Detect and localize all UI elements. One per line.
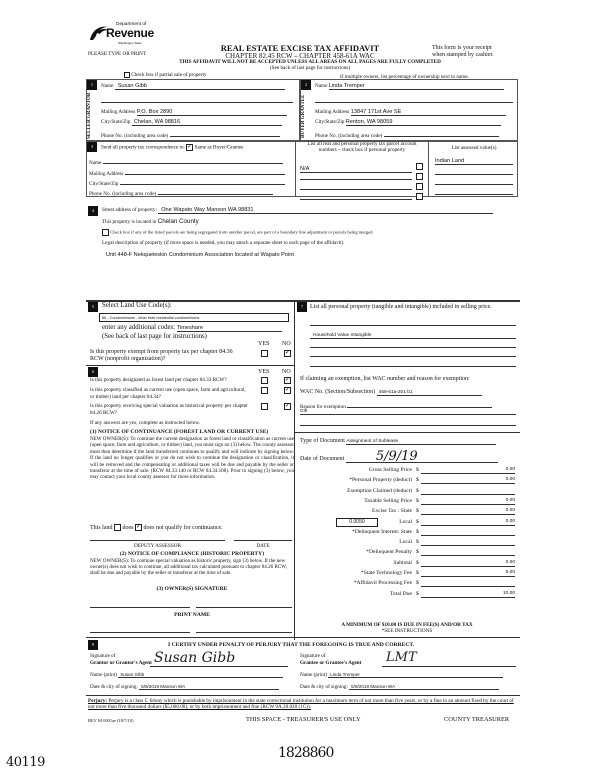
assessed-column	[431, 142, 517, 164]
street-field[interactable]: One Wapato Way Manson WA 98831	[158, 207, 493, 214]
delinquent-penalty-label: *Delinquent Penalty	[366, 549, 412, 556]
assessed-field[interactable]	[435, 168, 513, 175]
buyer-name-field[interactable]: Linda Tremper	[329, 83, 504, 90]
buyer-city-field[interactable]: Renton, WA 98059	[346, 119, 501, 126]
grantee-signature-label-1: Signature of	[300, 653, 326, 659]
grantor-name-label: Name (print)	[90, 672, 117, 678]
segregated-label: Check box if any of the listed parcels are being segregated from another parcel, are part of a boundary line adjustment or parcels being merged.	[110, 229, 374, 235]
buyer-extra-line[interactable]	[315, 102, 513, 103]
seller-section	[86, 79, 300, 141]
buyer-city-row	[315, 119, 501, 126]
notice-compliance-body: NEW OWNER(S): To continue special valuation as historic property, sign (3) below. If the new owner(s) does not wish to continue, all additional tax calculated pursuant to chapter 84.26 RCW, shall be due and payable by the seller or transferor at the time of sale.	[90, 558, 287, 577]
buyer-phone-label: Phone No. (including area code)	[315, 133, 383, 139]
legal-label: Legal description of property (if more space is needed, you may attach a separate sheet to each page of the affidavit)	[102, 240, 344, 246]
exemption-claimed-field[interactable]	[421, 488, 515, 495]
county-row	[102, 218, 199, 225]
personal-property-line-4[interactable]	[310, 366, 516, 367]
seller-mailing-field[interactable]: P.O. Box 2890	[137, 109, 287, 116]
historic-question-row	[90, 403, 295, 416]
perjury-label: Perjury:	[88, 698, 108, 704]
see-instructions-note: *SEE INSTRUCTIONS	[381, 628, 433, 634]
grantee-name-row	[300, 672, 503, 678]
doc-date-row	[300, 451, 498, 463]
continuance-row	[90, 524, 223, 531]
corr-city-field[interactable]	[120, 179, 285, 185]
parcel-field[interactable]: N/A	[300, 166, 412, 173]
receipt-note-1: This form is your receipt	[432, 45, 492, 51]
assessor-date-line[interactable]	[234, 540, 292, 541]
parcel-field[interactable]	[300, 193, 412, 200]
buyer-section	[300, 79, 518, 141]
delinquent-interest-state-row	[296, 529, 518, 539]
forest-land-no-checkbox[interactable]: ✓	[285, 377, 291, 383]
seller-phone-row	[101, 130, 280, 139]
deputy-assessor-label: DEPUTY ASSESSOR	[134, 543, 181, 549]
current-use-yes-checkbox[interactable]	[261, 387, 268, 394]
certify-statement: I CERTIFY UNDER PENALTY OF PERJURY THAT THE FOREGOING IS TRUE AND CORRECT.	[168, 642, 415, 648]
partial-sale-label: Check box if partial sale of property	[131, 72, 207, 79]
section-8-marker: 8	[88, 640, 98, 650]
currency-symbol: $	[416, 487, 419, 494]
buyer-phone-field[interactable]	[384, 130, 499, 137]
forest-land-yes-checkbox[interactable]	[261, 377, 268, 384]
print-name-line-2[interactable]	[196, 632, 292, 633]
designation-yes-header: YES	[258, 369, 270, 375]
corr-mailing-label: Mailing Address	[89, 171, 124, 177]
exempt-question: Is this property exempt from property tax per chapter 84.36 RCW (nonprofit organization)?	[90, 349, 233, 362]
print-name-label: PRINT NAME	[174, 612, 210, 618]
buyer-phone-row	[315, 130, 499, 139]
logo-state: Washington State	[118, 41, 142, 45]
subtotal-label: Subtotal	[393, 559, 412, 566]
state-technology-fee-row	[296, 570, 518, 580]
form-title: REAL ESTATE EXCISE TAX AFFIDAVIT	[220, 43, 380, 53]
grantor-date-field[interactable]: 5/9/2019 Manson WA	[139, 684, 279, 690]
designation-no-header: NO	[282, 369, 291, 375]
current-use-no-checkbox[interactable]: ✓	[285, 387, 291, 393]
historic-no-checkbox[interactable]: ✓	[285, 403, 291, 409]
seller-mailing-label: Mailing Address	[101, 109, 136, 115]
send-correspondence-row	[101, 144, 244, 151]
delinquent-penalty-field[interactable]	[421, 549, 515, 556]
taxable-selling-price-row	[296, 498, 518, 508]
seller-name-row	[101, 83, 297, 90]
excise-tax-local-row	[296, 519, 518, 529]
grantee-date-label: Date & city of signing:	[300, 684, 348, 690]
certify-top-border	[86, 637, 520, 638]
grantor-date-label: Date & city of signing:	[90, 684, 138, 690]
personal-property-deduct-row	[296, 477, 518, 487]
seller-extra-line[interactable]	[101, 102, 293, 103]
affidavit-processing-fee-row	[296, 580, 518, 590]
doc-date-field[interactable]: 5/9/19	[346, 451, 498, 463]
please-type-print: PLEASE TYPE OR PRINT	[88, 51, 146, 57]
buyer-mailing-field[interactable]: 13847 171st Ave SE	[351, 109, 506, 116]
subtotal-field[interactable]: 0.00	[421, 560, 515, 567]
personal-property-line-2[interactable]	[310, 347, 516, 348]
corr-phone-field[interactable]	[158, 189, 273, 195]
buyer-name-row	[315, 83, 504, 90]
owner-signature-line-2[interactable]	[196, 607, 292, 608]
personal-property-line-0[interactable]	[310, 325, 516, 326]
excise-tax-state-field[interactable]: 0.00	[421, 508, 515, 515]
currency-symbol: $	[416, 518, 419, 525]
current-use-question-row	[90, 387, 295, 400]
gross-selling-price-field[interactable]: 0.00	[421, 467, 515, 474]
corr-mailing-row	[89, 169, 285, 177]
currency-symbol: $	[416, 559, 419, 566]
exempt-no-checkbox[interactable]: ✓	[285, 350, 291, 356]
notice-continuance-title: (1) NOTICE OF CONTINUANCE (FOREST LAND OR CURRENT USE)	[90, 429, 269, 435]
exempt-yes-checkbox[interactable]	[261, 350, 268, 357]
doc-type-row	[300, 438, 496, 445]
assessor-date-label: DATE	[256, 543, 270, 549]
personal-property-deduct-field[interactable]: 0.00	[421, 477, 515, 484]
excise-tax-state-row	[296, 508, 518, 518]
buyer-grantee-label: BUYER GRANTEE	[301, 94, 306, 138]
delinquent-interest-local-field[interactable]	[421, 539, 515, 546]
delinquent-interest-local-row	[296, 539, 518, 549]
grantee-name-label: Name (print)	[300, 672, 327, 678]
doc-type-label: Type of Document	[300, 438, 345, 444]
section-1-marker: 1	[87, 80, 97, 90]
buyer-mailing-label: Mailing Address	[315, 109, 350, 115]
land-use-code-value: 56 - Condominiums - other than residential condominiums	[102, 316, 200, 320]
parcel-header: List all real and personal property tax parcel account numbers – check box if personal property	[307, 141, 417, 153]
county-label: This property is located in	[102, 219, 157, 225]
segregated-row	[102, 229, 374, 236]
wac-row	[300, 389, 482, 396]
section-4-marker: 4	[88, 206, 98, 216]
corr-name-label: Name	[89, 160, 102, 166]
logo-dept: Department of	[116, 22, 147, 27]
seller-mailing-row	[101, 109, 287, 116]
grantor-signature-label-2: Grantor or Grantor's Agent	[90, 660, 152, 666]
personal-property-deduct-label: *Personal Property (deduct)	[349, 477, 412, 484]
section-3-marker: 3	[87, 142, 97, 152]
corr-phone-label: Phone No. (including area code)	[89, 191, 157, 197]
does-not-qualify-checkbox[interactable]: ✓	[136, 524, 142, 530]
taxable-selling-price-field[interactable]: 0.00	[421, 498, 515, 505]
assessed-field[interactable]: Indian Land	[435, 158, 513, 165]
partial-sale-checkbox[interactable]	[124, 72, 130, 78]
historic-yes-checkbox[interactable]	[261, 403, 268, 410]
affidavit-processing-fee-label: *Affidavit Processing Fee	[353, 580, 412, 587]
logo-revenue: Revenue	[106, 26, 154, 40]
forest-land-question-row	[90, 377, 295, 383]
additional-codes-row	[102, 324, 282, 332]
reason-field[interactable]: Gift	[300, 409, 516, 415]
form-warning: THIS AFFIDAVIT WILL NOT BE ACCEPTED UNLESS ALL AREAS ON ALL PAGES ARE FULLY COMPLETED	[179, 59, 441, 65]
section-7-divider	[295, 432, 520, 433]
reason-line[interactable]	[347, 402, 492, 408]
subtotal-row	[296, 560, 518, 570]
delinquent-interest-state-field[interactable]	[421, 529, 515, 536]
seller-city-row	[101, 119, 282, 126]
notice-continuance-body: NEW OWNER(S): To continue the current designation as forest land or classification as current use (open space, farm and agriculture, or timber) land, you must sign on (3) below. The county assessor must then determine if the land transferred continues to qualify and will indicate by signing below. If the land no longer qualifies or you do not wish to continue the designation or classification, it will be removed and the compensating or additional taxes will be due and payable by the seller or transferor at the time of sale. (RCW 84.33.140 or RCW 84.34.108). Prior to signing (3) below, you may contact your local county assessor for more information.	[90, 436, 294, 481]
deputy-assessor-line[interactable]	[90, 540, 225, 541]
assessed-header: List assessed value(s)	[451, 145, 497, 151]
wac-label: WAC No. (Section/Subsection)	[300, 389, 376, 395]
corr-name-field[interactable]	[103, 158, 283, 164]
section-2-marker: 2	[301, 80, 311, 90]
currency-symbol: $	[416, 528, 419, 535]
land-use-yes-header: YES	[258, 341, 270, 347]
treasurer-use-only: THIS SPACE - TREASURER'S USE ONLY	[246, 716, 361, 723]
parcel-column	[295, 141, 429, 197]
corr-phone-row	[89, 189, 273, 197]
same-as-buyer-checkbox[interactable]: ✓	[187, 144, 193, 150]
personal-property-item[interactable]: Household Value Intangible	[310, 333, 516, 339]
section-6-divider	[86, 365, 295, 366]
owner-signature-label: (3) OWNER(S) SIGNATURE	[156, 586, 228, 592]
section-6-marker: 6	[88, 367, 98, 377]
corr-name-row	[89, 158, 283, 166]
qualify-label: qualify for continuance.	[165, 524, 223, 531]
send-correspondence-label: Send all property tax correspondence to:	[101, 144, 185, 151]
grantor-name-row	[90, 672, 283, 678]
section-5-marker: 5	[88, 302, 98, 312]
perjury-divider	[86, 695, 520, 696]
currency-symbol: $	[416, 477, 419, 484]
currency-symbol: $	[416, 508, 419, 515]
grantor-name-field[interactable]: Susan Gibb	[118, 672, 283, 678]
print-name-line-1[interactable]	[90, 632, 190, 633]
total-due-label: Total Due	[389, 590, 412, 597]
notice-compliance-title: (2) NOTICE OF COMPLIANCE (HISTORIC PROPERTY)	[119, 551, 265, 557]
seller-city-field[interactable]: Chelan, WA 98816	[132, 119, 282, 126]
land-use-no-header: NO	[282, 341, 291, 347]
current-use-question: Is this property classified as current use (open space, farm and agricultural, or timber) land per chapter 84.34?	[90, 387, 246, 400]
buyer-mailing-row	[315, 109, 506, 116]
seller-phone-label: Phone No. (including area code)	[101, 133, 169, 139]
partial-sale-row	[124, 72, 207, 78]
state-technology-fee-label: *State Technology Fee	[360, 570, 412, 576]
assessed-field[interactable]	[435, 188, 513, 195]
total-due-field[interactable]: 10.00	[421, 591, 515, 598]
assessed-field[interactable]	[435, 178, 513, 185]
delinquent-interest-local-label: Local	[399, 539, 412, 546]
county-treasurer: COUNTY TREASURER	[444, 716, 510, 723]
grantee-signature-field[interactable]: LMT	[382, 651, 516, 667]
perjury-text: Perjury is a class C felony which is punishable by imprisonment in the state correctional institution for a maximum term of not more than five years, or by a fine in an amount fixed by the court of not more than five thousand dollars ($5,000.00), or by both imprisonment and fine (RCW 9A.20.020 (1C)).	[88, 698, 514, 711]
excise-tax-state-label: Excise Tax : State	[371, 508, 412, 515]
exemption-label: If claiming an exemption, list WAC number and reason for exemption:	[300, 376, 470, 382]
currency-symbol: $	[416, 497, 419, 504]
gross-selling-price-label: Gross Selling Price	[368, 467, 412, 473]
currency-symbol: $	[416, 549, 419, 556]
county-field[interactable]: Chelan County	[157, 218, 199, 225]
right-column-top-border	[295, 300, 520, 302]
owner-signature-line-1[interactable]	[90, 607, 190, 608]
rev-number: REV 84 0001ae (10/7/10)	[88, 718, 134, 723]
buyer-city-label: City/State/Zip	[315, 119, 345, 125]
doc-type-field[interactable]: Assignment of Sublease	[346, 439, 496, 445]
additional-codes-field[interactable]: Timeshare	[177, 325, 282, 332]
currency-symbol: $	[416, 590, 419, 597]
exemption-claimed-label: Exemption Claimed (deduct)	[347, 487, 412, 494]
doc-date-label: Date of Document	[300, 456, 345, 462]
currency-symbol: $	[416, 467, 419, 473]
section-7-marker: 7	[297, 302, 307, 312]
correspondence-section	[86, 141, 518, 197]
additional-codes-label: enter any additional codes:	[102, 324, 176, 331]
street-row	[102, 207, 493, 214]
does-not-label: does not	[143, 524, 164, 531]
if-yes-note: If any answers are yes, complete as instructed below.	[90, 420, 201, 426]
land-use-title: Select Land Use Code(s):	[102, 302, 172, 309]
legal-description[interactable]: Unit 448-F Nekqueleskin Condominium Association located at Wapato Point	[106, 252, 294, 258]
seller-city-label: City/State/Zip	[101, 119, 131, 125]
exemption-claimed-row	[296, 488, 518, 498]
grantee-name-field[interactable]: Linda Tremper	[328, 672, 503, 678]
personal-property-label: List all personal property (tangible and intangible) included in selling price.	[310, 304, 492, 310]
grantor-signature-label-1: Signature of	[90, 653, 116, 659]
does-qualify-checkbox[interactable]	[114, 524, 121, 531]
seller-grantor-label: SELLER GRANTOR	[87, 92, 92, 140]
gross-selling-price-row	[296, 467, 518, 477]
grantee-date-row	[300, 684, 499, 690]
corr-city-row	[89, 179, 285, 187]
total-due-row	[296, 591, 518, 601]
historic-question: Is this property receiving special valuation as historical property per chapter 84.26 RCW?	[90, 403, 248, 416]
corr-city-label: City/State/Zip	[89, 181, 119, 187]
minimum-due-note: A MINIMUM OF $10.00 IS DUE IN FEE(S) AND/OR TAX	[341, 622, 473, 628]
grantor-signature-field[interactable]: Susan Gibb	[150, 651, 288, 667]
forest-land-question: Is this property designated as forest land per chapter 84.33 RCW?	[90, 377, 227, 383]
same-as-buyer-label: Same as Buyer/Grantee	[194, 144, 244, 151]
seller-name-field[interactable]: Susan Gibb	[115, 83, 285, 90]
wac-field[interactable]: 458-61a-201 b1	[377, 390, 482, 396]
segregated-checkbox[interactable]	[102, 229, 109, 236]
land-use-see-back: (See back of last page for instructions)	[102, 333, 207, 340]
see-instructions: (See back of last page for instructions)	[269, 65, 351, 71]
excise-tax-local-label: Local	[399, 518, 412, 525]
currency-symbol: $	[416, 570, 419, 576]
grantor-date-row	[90, 684, 279, 690]
handwritten-number-center: 1828860	[278, 745, 334, 761]
currency-symbol: $	[416, 539, 419, 546]
multiple-owners-note: If multiple owners, list percentage of ownership next to name.	[340, 74, 469, 80]
grantee-date-field[interactable]: 5/9/2019 Manson WA	[349, 684, 499, 690]
seller-name-label: Name	[101, 83, 114, 89]
personal-property-checkbox[interactable]	[416, 193, 423, 200]
delinquent-penalty-row	[296, 549, 518, 559]
grantee-signature-label-2: Grantee or Grantee's Agent	[300, 660, 362, 666]
form-chapter: CHAPTER 82.45 RCW – CHAPTER 458-61A WAC	[225, 52, 375, 60]
affidavit-processing-fee-field[interactable]	[421, 580, 515, 587]
reason-label: Reason for exemption	[300, 404, 346, 410]
delinquent-interest-state-label: *Delinquent Interest: State	[352, 528, 412, 535]
perjury-notice	[88, 698, 518, 711]
handwritten-number-left: 40119	[6, 755, 45, 770]
parcel-row	[300, 187, 426, 205]
street-label: Street address of property:	[102, 207, 157, 213]
reason-extra-line[interactable]	[300, 425, 516, 426]
currency-symbol: $	[416, 580, 419, 587]
personal-property-line-3[interactable]	[310, 356, 516, 357]
corr-mailing-field[interactable]	[125, 169, 285, 175]
taxable-selling-price-label: Taxable Selling Price	[364, 497, 412, 504]
state-technology-fee-field[interactable]: 5.00	[421, 570, 515, 577]
excise-tax-local-field[interactable]: 0.00	[421, 519, 515, 526]
local-rate-box[interactable]: 0.0050	[336, 518, 378, 527]
dor-logo	[88, 22, 158, 48]
land-use-code-select[interactable]	[99, 313, 289, 322]
buyer-name-label: Name	[315, 83, 328, 89]
seller-phone-field[interactable]	[170, 130, 280, 137]
this-land-label: This land	[90, 524, 113, 531]
receipt-note-2: when stamped by cashier.	[432, 52, 494, 58]
does-label: does	[122, 524, 134, 531]
